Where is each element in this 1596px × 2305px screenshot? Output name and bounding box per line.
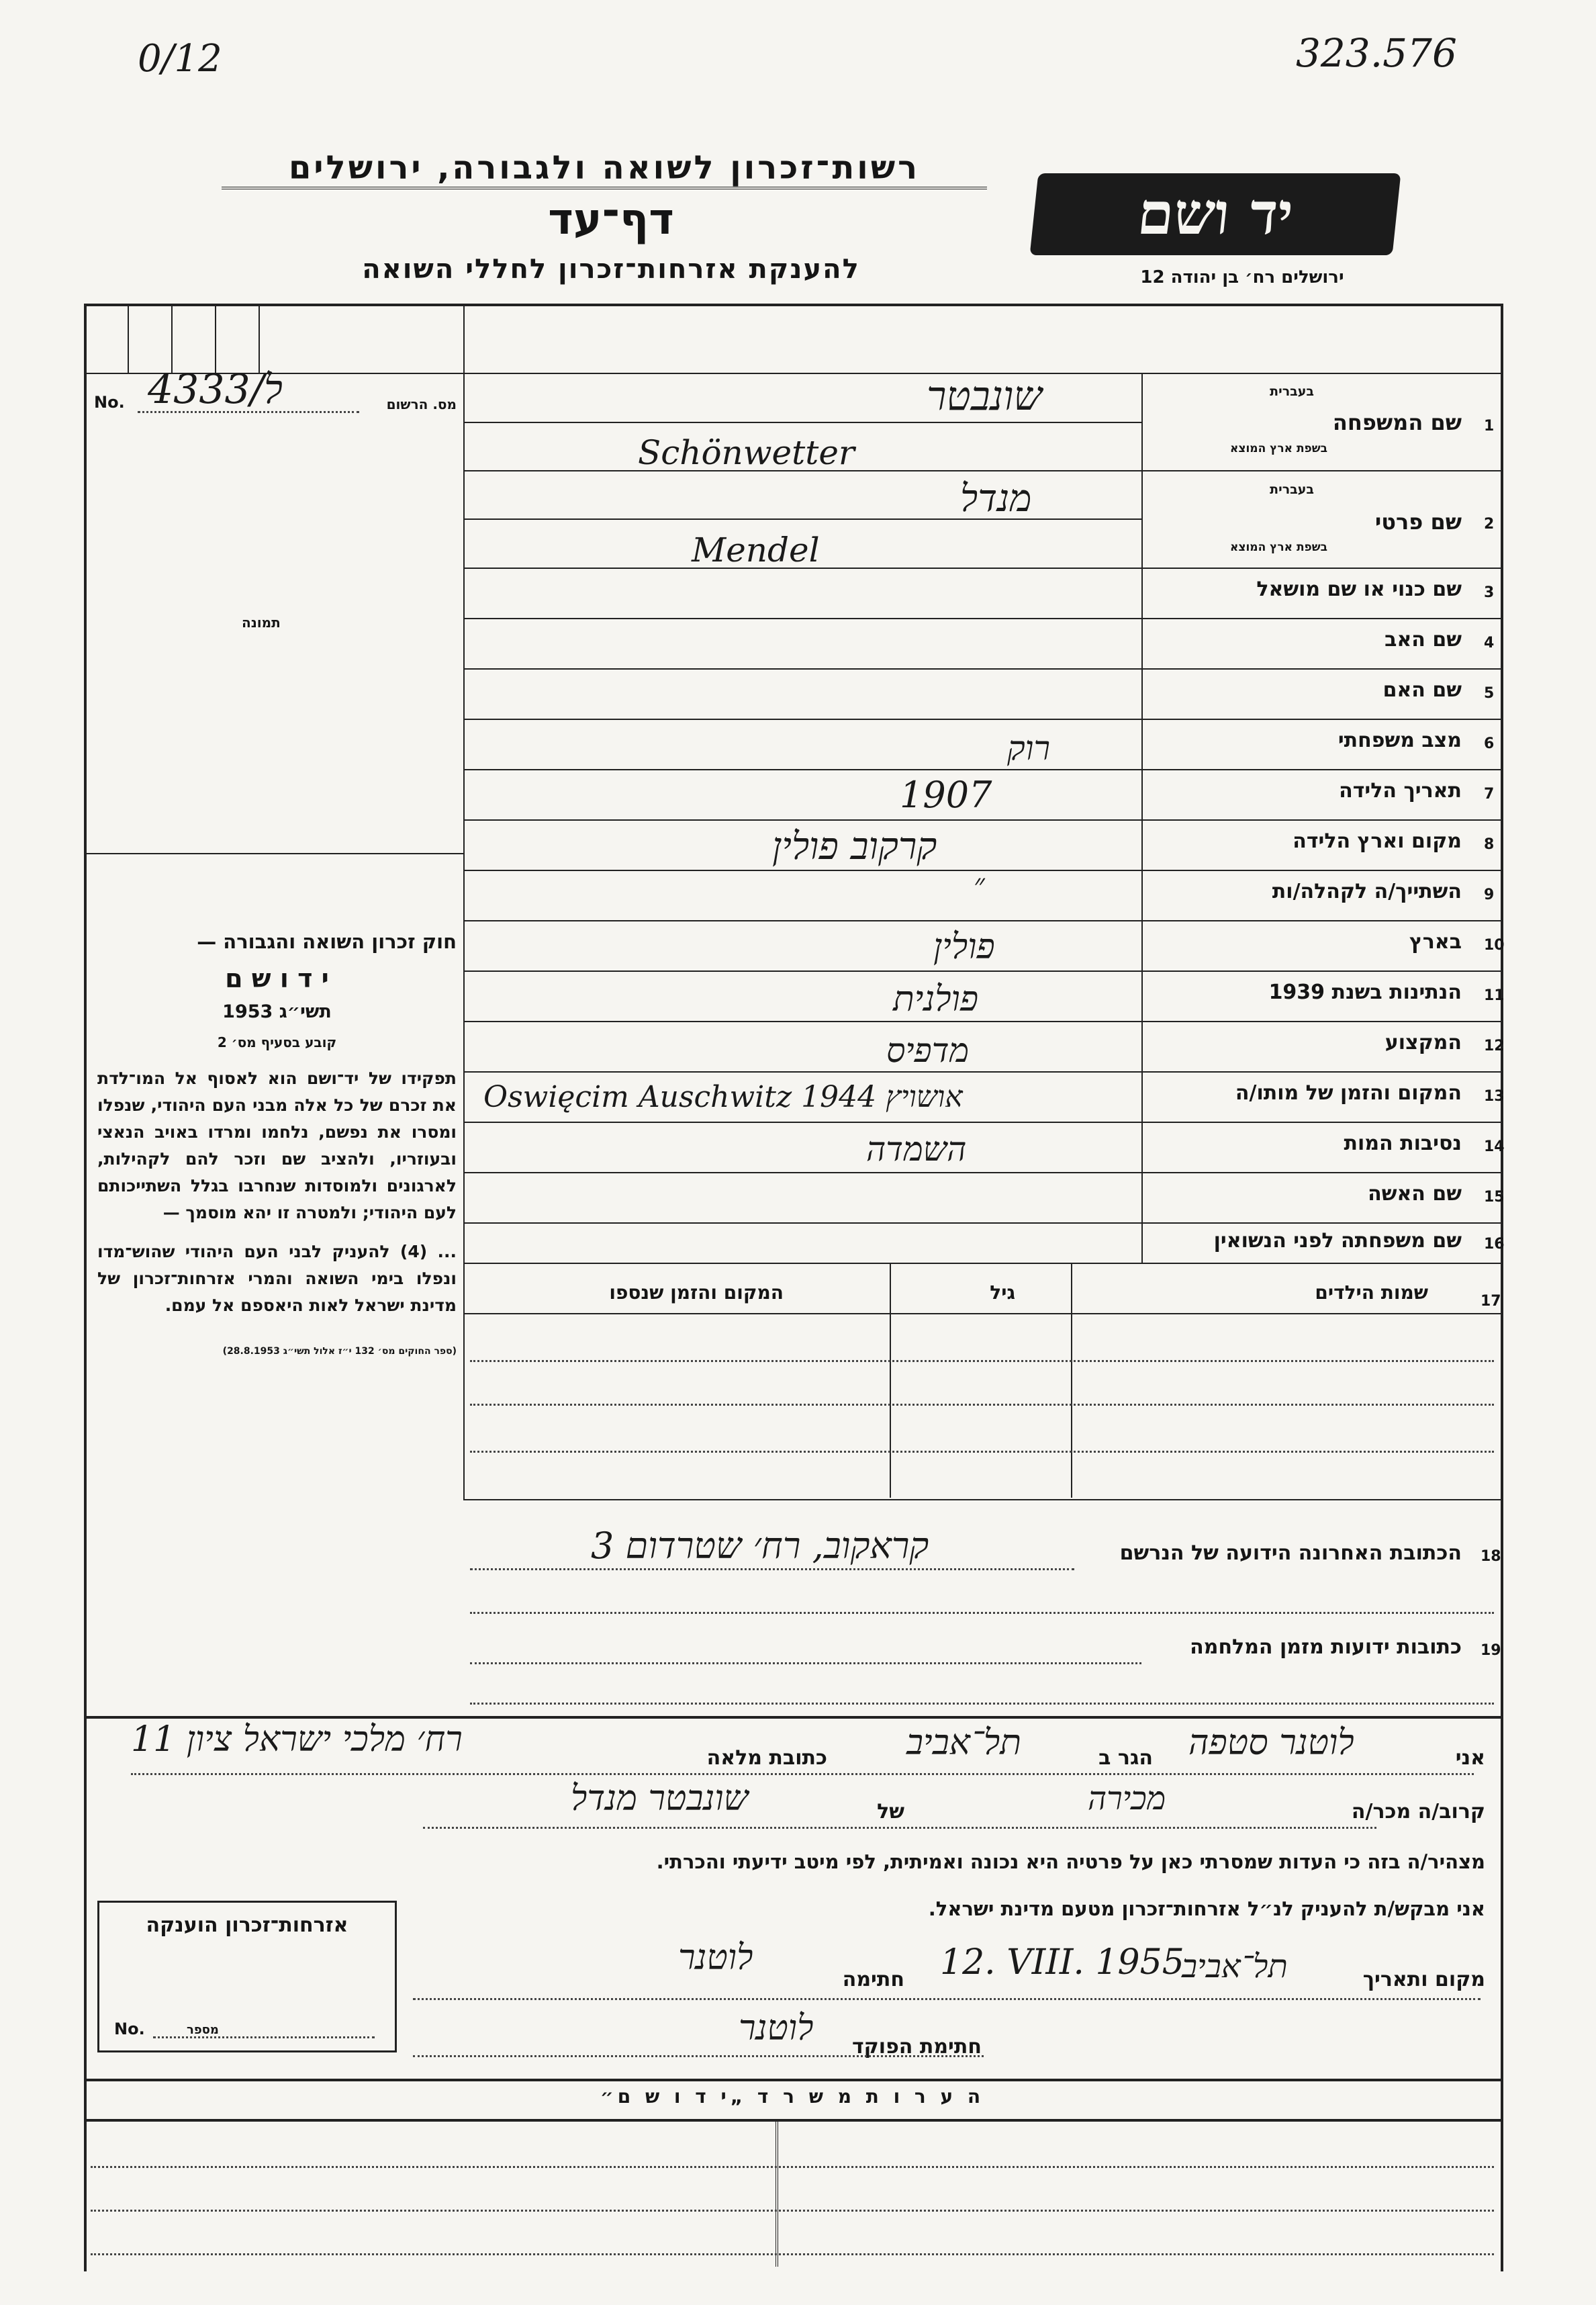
row-line-12 xyxy=(463,1071,1501,1073)
field-number: 19 xyxy=(1481,1642,1501,1659)
row-line-4 xyxy=(463,668,1501,670)
field-number: 9 xyxy=(1484,887,1495,903)
field-label-marital-status: מצב משפחתי xyxy=(1337,729,1462,752)
marital-status-value: רוק xyxy=(1007,729,1051,768)
photo-label: תמונה xyxy=(242,615,281,631)
last-address-label: הכתובת האחרונה הידועה של הנרשם xyxy=(1119,1541,1462,1565)
row-line-2 xyxy=(463,568,1501,569)
address-line-2 xyxy=(470,1612,1494,1614)
signature-value: לוטנר xyxy=(678,1938,753,1978)
notes-line-1 xyxy=(91,2166,1494,2168)
citizenship-line xyxy=(153,2036,375,2038)
row-line-16 xyxy=(463,1263,1501,1264)
field-number: 14 xyxy=(1484,1138,1505,1155)
citizenship-granted-title: אזרחות־זכרון הוענקה xyxy=(146,1913,348,1937)
notes-divider xyxy=(776,2119,778,2267)
address-bottom-line xyxy=(84,1716,1501,1719)
place-value: תל־אביב xyxy=(1182,1948,1288,1985)
wartime-address-label: כתובות ידועות מזמן המלחמה xyxy=(1190,1635,1462,1659)
field-label-citizenship-1939: הנתינות בשנת 1939 xyxy=(1268,981,1462,1004)
birth-place-value: קרקוב פולין xyxy=(772,825,937,868)
declarant-name: לוטנר סטפה xyxy=(1188,1723,1354,1763)
row-line-10 xyxy=(463,970,1501,972)
office-notes-title: ה ע ר ו ת מ ש ר ד „י ד ו ש ם״ xyxy=(600,2085,985,2108)
registration-no-label: No. xyxy=(94,393,125,412)
row-line-14 xyxy=(463,1172,1501,1173)
official-signature-value: לוטנר xyxy=(739,2008,814,2048)
citizenship-granted-box xyxy=(97,1901,397,2052)
law-year: תשי״ג 1953 xyxy=(222,1001,332,1022)
date-value: 12. VIII. 1955 xyxy=(940,1942,1184,1983)
frame-left xyxy=(84,304,87,2271)
children-row-line-3 xyxy=(470,1451,1494,1453)
field-number: 6 xyxy=(1484,735,1495,752)
citizenship-number-label: מספר xyxy=(187,2023,219,2037)
field-label-father-name: שם האב xyxy=(1384,628,1462,651)
name-mid-line-2 xyxy=(463,518,1141,520)
field-sub-hebrew: בעברית xyxy=(1270,384,1314,399)
field-sub-origin-language: בשפת ארץ המוצא xyxy=(1229,442,1327,455)
label-column-divider xyxy=(1141,373,1143,1263)
law-title: חוק זכרון השואה והגבורה — xyxy=(197,930,457,953)
field-number: 4 xyxy=(1484,635,1495,651)
resides-label: הגר ב xyxy=(1098,1746,1153,1770)
field-number: 18 xyxy=(1481,1548,1501,1565)
address-line-3 xyxy=(470,1662,1141,1664)
law-box xyxy=(97,930,457,1357)
field-sub-hebrew: בעברית xyxy=(1270,482,1314,497)
birth-date-value: 1907 xyxy=(900,774,992,816)
notes-header-line xyxy=(84,2119,1501,2122)
citizenship-no-label: No. xyxy=(114,2020,145,2038)
law-clause: קובע בסעיף מס׳ 2 xyxy=(217,1034,337,1050)
name-mid-line-1 xyxy=(463,422,1141,423)
law-source: (ספר החוקים מס׳ 132 י״ז אלול תשי״ג 28.8.1953) xyxy=(222,1346,457,1357)
field-number: 15 xyxy=(1484,1189,1505,1206)
registration-label: מס. הרשום xyxy=(386,396,457,412)
field-number: 2 xyxy=(1484,516,1495,533)
row-line-15 xyxy=(463,1222,1501,1224)
field-label-mother-name: שם האם xyxy=(1382,678,1462,702)
grid-cell-4 xyxy=(259,304,260,373)
address-line-4 xyxy=(470,1703,1494,1705)
children-col-divider-2 xyxy=(890,1263,891,1498)
field-number: 12 xyxy=(1484,1038,1505,1054)
children-place-header: המקום והזמן שנספו xyxy=(609,1281,784,1304)
declarant-i: אני xyxy=(1455,1746,1485,1770)
field-number: 7 xyxy=(1484,786,1495,803)
field-label-community: השתייך/ה לקהלה/ות xyxy=(1272,880,1462,903)
grid-cell-1 xyxy=(128,304,129,373)
death-circumstances-value: השמדה xyxy=(866,1130,967,1169)
first-name-hebrew: מנדל xyxy=(960,477,1032,521)
field-label-birth-date: תאריך הלידה xyxy=(1339,779,1462,803)
field-number: 1 xyxy=(1484,418,1495,435)
children-names-header: שמות הילדים xyxy=(1315,1281,1428,1304)
grid-cell-2 xyxy=(171,304,173,373)
children-row-line-1 xyxy=(470,1360,1494,1362)
children-col-divider-1 xyxy=(1071,1263,1072,1498)
row-line-7 xyxy=(463,819,1501,821)
relative-label: קרוב/ה מכר/ה xyxy=(1351,1800,1485,1823)
field-label-wife-name: שם האשה xyxy=(1368,1182,1462,1206)
first-name-origin: Mendel xyxy=(692,531,820,570)
community-value: ״ xyxy=(974,868,985,902)
logo-text: יד ושם xyxy=(1134,180,1297,248)
law-paragraph-1: תפקידו של יד־ושם הוא לאסוף אל המו־לדת את זכרם של כל אלה מבני העם היהודי, שנפלו ומסרו את נפשם, נלחמו ומרדו באויב הנאצי ובעוזריו, ולהציב שם וזכר להם לקהילות, לארגונים ולמוסדות שנחרבו בגלל השתייכותם לעם היהודי; ולמטרה זו יהא מוסמך — xyxy=(97,1069,457,1222)
children-header-line xyxy=(463,1313,1501,1314)
of-label: של xyxy=(877,1800,904,1823)
field-label-death-place-time: המקום והזמן של מותו/ה xyxy=(1235,1081,1462,1105)
logo-address: ירושלים רח׳ בן יהודה 12 xyxy=(1140,267,1344,287)
corner-left-mark: 0/12 xyxy=(138,37,222,81)
field-label-occupation: המקצוע xyxy=(1384,1031,1462,1054)
declarant-city: תל־אביב xyxy=(906,1723,1021,1763)
law-paragraph-2: ... (4) להעניק לבני העם היהודי שהוש־מדו ונפלו בימי השואה והמרי אזרחות־זכרון של מדינת ישראל לאות היאספם אל עמם. xyxy=(97,1242,457,1315)
field-number: 17 xyxy=(1481,1293,1501,1310)
field-number: 3 xyxy=(1484,584,1495,601)
field-number: 5 xyxy=(1484,685,1495,702)
notes-line-3 xyxy=(91,2253,1494,2255)
row-line-13 xyxy=(463,1122,1501,1123)
corner-archive-number: 323.576 xyxy=(1296,30,1457,76)
field-label-country: בארץ xyxy=(1409,930,1462,954)
form-title: דף־עד xyxy=(548,195,674,244)
field-number: 16 xyxy=(1484,1236,1505,1253)
request-text: אני מבקש/ת להעניק לנ״ל אזרחות־זכרון מטעם מדינת ישראל. xyxy=(928,1897,1485,1920)
occupation-value: מדפיס xyxy=(886,1031,970,1070)
field-label-first-name: שם פרטי xyxy=(1374,509,1462,535)
frame-divider xyxy=(463,304,465,1499)
row-line-11 xyxy=(463,1021,1501,1022)
row-line-6 xyxy=(463,769,1501,770)
row-line-3 xyxy=(463,618,1501,619)
death-place-value: Oswięcim Auschwitz 1944 אושויץ xyxy=(483,1080,963,1114)
declarant-address: רח׳ מלכי ישראל ציון 11 xyxy=(131,1719,463,1760)
field-number: 8 xyxy=(1484,836,1495,853)
declarant-line-1 xyxy=(131,1773,1474,1775)
field-number: 10 xyxy=(1484,937,1505,954)
frame-right xyxy=(1501,304,1503,2271)
field-number: 11 xyxy=(1484,987,1505,1004)
family-name-hebrew: שונבטר xyxy=(927,373,1042,420)
signature-line-1 xyxy=(413,1998,1481,2000)
signature-label: חתימה xyxy=(842,1968,904,1991)
field-label-wife-maiden-name: שם משפחתה לפני הנשואין xyxy=(1213,1229,1462,1253)
country-value: פולין xyxy=(933,927,995,967)
registration-number: 4333/ל xyxy=(148,366,283,413)
notes-line-2 xyxy=(91,2210,1494,2212)
row-line-5 xyxy=(463,719,1501,720)
full-address-label: כתובת מלאה xyxy=(706,1746,827,1770)
family-name-origin: Schönwetter xyxy=(638,433,855,472)
relation-value: מכירה xyxy=(1088,1780,1166,1817)
grid-cell-3 xyxy=(215,304,216,373)
address-line-1 xyxy=(470,1568,1074,1570)
signature-line-2 xyxy=(413,2055,984,2057)
citizenship-value: פולנית xyxy=(893,979,979,1020)
place-date-label: מקום ותאריך xyxy=(1362,1968,1485,1991)
official-signature-label: חתימת הפוקד xyxy=(852,2035,982,2059)
field-label-nickname: שם כנוי או שם מושאל xyxy=(1256,578,1462,601)
children-row-line-2 xyxy=(470,1404,1494,1406)
form-subtitle: להענקת אזרחות־זכרון לחללי השואה xyxy=(362,254,860,285)
yad-vashem-logo xyxy=(1030,173,1401,255)
children-bottom-line xyxy=(463,1499,1501,1500)
row-line-9 xyxy=(463,920,1501,921)
subject-value: שונבטר מנדל xyxy=(571,1778,749,1819)
field-number: 13 xyxy=(1484,1088,1505,1105)
notes-top-line xyxy=(84,2079,1501,2081)
declarant-line-2 xyxy=(423,1827,1376,1829)
declaration-text: מצהיר/ה בזה כי העדות שמסרתי כאן על פרטיה היא נכונה ואמיתית, לפי מיטב ידיעתי והכרתי. xyxy=(656,1850,1485,1873)
law-name: י ד ו ש ם xyxy=(225,964,329,993)
last-address-value: קראקוב, רח׳ שטרדום 3 xyxy=(591,1525,929,1567)
frame-top xyxy=(84,304,1501,306)
field-sub-origin-language: בשפת ארץ המוצא xyxy=(1229,541,1327,554)
field-label-death-circumstances: נסיבות המות xyxy=(1344,1132,1462,1155)
children-age-header: גיל xyxy=(990,1281,1015,1304)
photo-box-bottom xyxy=(84,853,463,854)
field-label-birth-place: מקום וארץ הלידה xyxy=(1293,829,1462,853)
field-label-family-name: שם המשפחה xyxy=(1332,410,1462,435)
authority-line: רשות־זכרון לשואה ולגבורה, ירושלים xyxy=(222,149,987,189)
row-line-1 xyxy=(463,470,1501,471)
